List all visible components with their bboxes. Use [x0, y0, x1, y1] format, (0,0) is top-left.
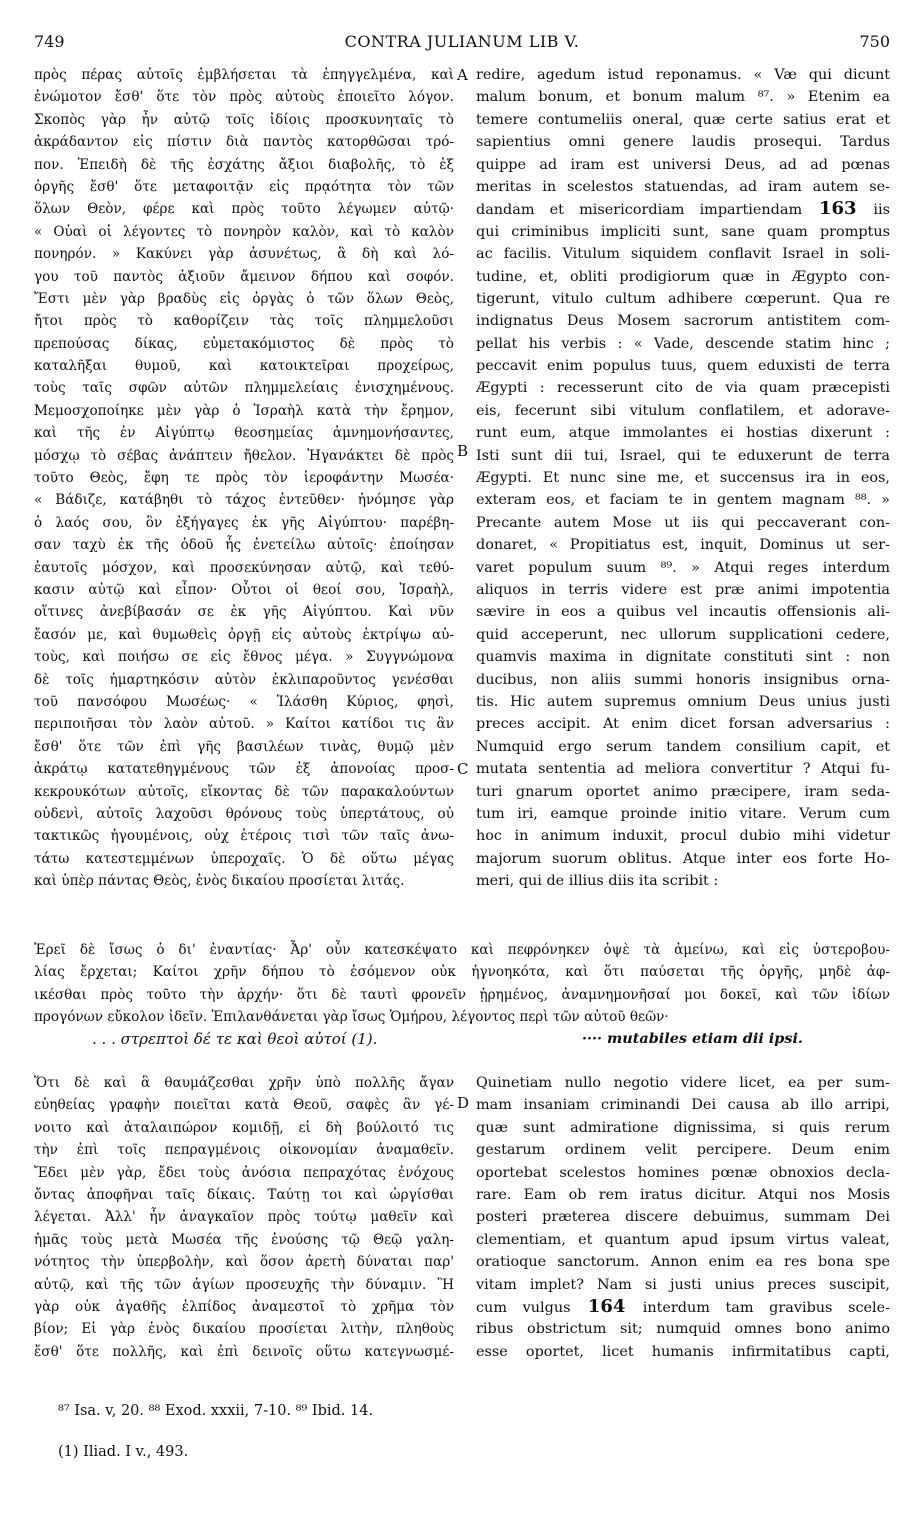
- latin-line: sævire in eos a quibus vel incautis offensionis ali-: [476, 604, 890, 621]
- homer-quote-latin: ···· mutabiles etiam dii ipsi.: [582, 1030, 803, 1047]
- greek-line: ἐνώμοτον ἔσθ' ὅτε τὸν πρὸς αὐτοὺς ἐποιεῖτο λόγον.: [34, 89, 454, 106]
- greek-line: οὐδενὶ, αὐτοῖς λαχοῦσι θρόνους τοὺς ὑπερτάτους, οὐ: [34, 805, 454, 822]
- latin-line: Ægypti : recesserunt cito de via quam præcepisti: [476, 380, 890, 397]
- latin-line: gestarum ordinem velit percipere. Deum enim: [476, 1142, 890, 1159]
- greek-line: τοῦ πανσόφου Μωσέως· « Ἱλάσθη Κύριος, φησὶ,: [34, 693, 454, 710]
- latin-line: qui criminibus impliciti sunt, sane quam promptus: [476, 223, 890, 240]
- latin-line: mutata sententia ad meliora convertitur ? Atqui fu-: [476, 761, 890, 778]
- latin-line: indignatus Deus Mosem sacrorum antistitem com-: [476, 313, 890, 330]
- greek-line: νοιτο καὶ ἀταλαιπώρον κομιδῇ, εἰ δὴ βούλοιτό τις: [34, 1119, 454, 1136]
- greek-line: ἔασόν με, καὶ θυμωθεὶς ὀργῇ εἰς αὐτοὺς ἐκτρίψω αὐ-: [34, 626, 454, 643]
- greek-line: νότητος τὴν ὑπερβολὴν, καὶ ὅσον ἀρετὴ δύναται παρ': [34, 1254, 454, 1271]
- homer-quote-greek: . . . στρεπτοὶ δέ τε καὶ θεοὶ αὐτοί (1).: [92, 1030, 378, 1048]
- latin-line: dandam et misericordiam impartiendam 163 iis: [476, 198, 890, 220]
- greek-line: καὶ ὑπὲρ πάντας Θεὸς, ἑνὸς δικαίου προσίεται λιτάς.: [34, 873, 405, 890]
- page-number-right: 750: [859, 32, 890, 51]
- latin-line: redire, agedum istud reponamus. « Væ qui dicunt: [476, 67, 890, 83]
- footnote-references: ⁸⁷ Isa. v, 20. ⁸⁸ Exod. xxxii, 7-10. ⁸⁹ Ibid. 14.: [58, 1403, 374, 1419]
- latin-line: Precante autem Mose ut iis qui peccaverant con-: [476, 514, 890, 531]
- greek-column-top: [34, 64, 454, 892]
- greek-line: τοὺς ταῖς σφῶν αὐτῶν πλημμελείαις ἐνισχημένους.: [34, 380, 454, 397]
- greek-line: τοῦτο Θεὸς, ἔφη τε πρὸς τὸν ἱεροφάντην Μωσέα·: [34, 470, 454, 487]
- greek-line: λίας ἔρχεται; Καίτοι χρῆν δήπου τὸ ἐσόμενον οὐκ ἠγνοηκότα, καὶ ὅτι παύσεται τῆς ὀργῆς, μηδὲ ἀφ-: [34, 964, 890, 981]
- greek-line: « Οὐαὶ οἱ λέγοντες τὸ πονηρὸν καλὸν, καὶ τὸ καλὸν: [34, 223, 454, 240]
- latin-line: majorum suorum oblitus. Atque inter eos forte Ho-: [476, 850, 890, 867]
- latin-line: ribus obstrictum sit; numquid omnes bono animo: [476, 1321, 890, 1338]
- latin-line: Ægypti. Et nunc sine me, et succensus ira in eos,: [476, 470, 890, 487]
- latin-line: ducibus, non aliis summi honoris insignibus orna-: [476, 671, 890, 688]
- latin-line: turi gnarum oportet animo præcipere, iram seda-: [476, 783, 890, 800]
- greek-line: καὶ τῆς ἐν Αἰγύπτῳ θεοσημείας ἀμνημονήσαντες,: [34, 425, 454, 442]
- greek-line: ἀκράτῳ κατατεθηγμένους τῶν ἐξ ἀπονοίας προσ-: [34, 761, 454, 778]
- latin-line-tail: interdum tam gravibus scele-: [642, 1299, 890, 1316]
- latin-line: oratioque sanctorum. Annon enim ea res bona spe: [476, 1254, 890, 1271]
- latin-line: Quinetiam nullo negotio videre licet, ea per sum-: [476, 1075, 890, 1091]
- latin-line: meri, qui de illius diis ita scribit :: [476, 873, 719, 890]
- latin-line: posteri præterea discere debuimus, summam Dei: [476, 1209, 890, 1226]
- greek-line: προγόνων εὔκολον ἰδεῖν. Ἐπιλανθάνεται γὰρ ἴσως Ὁμήρου, λέγοντος περὶ τῶν αὐτοῦ θεῶν·: [34, 1009, 669, 1026]
- greek-line: Ἔστι μὲν γὰρ βραδὺς εἰς ὀργὰς ὁ τῶν ὅλων Θεὸς,: [34, 290, 454, 307]
- latin-line: vitam implet? Nam si justi unius preces suscipit,: [476, 1276, 890, 1293]
- greek-line: αὐτῷ, καὶ τῆς τῶν ἁγίων προσευχῆς τὴν δύναμιν. Ἢ: [34, 1276, 454, 1293]
- greek-line: γὰρ οὐκ ἀγαθῆς ἐλπίδος ἀναμεστοῖ τὸ χρῆμα τὸν: [34, 1298, 454, 1315]
- greek-line: ἤτοι πρὸς τὸ καθορίζειν τὰς τοῖς πλημμελοῦσι: [34, 313, 454, 330]
- greek-line: λέγεται. Ἀλλ' ἦν ἀναγκαῖον πρὸς τούτῳ μαθεῖν καὶ: [34, 1209, 454, 1226]
- latin-line: exteram eos, et faciam te in gentem magnam ⁸⁸. »: [476, 492, 890, 509]
- greek-bottom-lines: [34, 1072, 454, 1363]
- greek-line: ἑαυτοῖς μόσχον, καὶ προσεκύνησαν αὐτῷ, καὶ τεθύ-: [34, 559, 454, 576]
- latin-column-bottom: [476, 1072, 890, 1363]
- greek-line: κασιν αὐτῷ καὶ εἶπον· Οὗτοι οἱ θεοί σου, Ἰσραὴλ,: [34, 581, 454, 598]
- greek-fullwidth-lines: [34, 939, 890, 1029]
- margin-letter-a: A: [457, 66, 468, 84]
- latin-line: esse oportet, licet humanis infirmitatibus capti,: [476, 1343, 890, 1360]
- latin-line: clementiam, et quantum apud ipsum virtus valeat,: [476, 1231, 890, 1248]
- greek-line: σαν ταχὺ ἐκ τῆς ὁδοῦ ἧς ἐνετείλω αὐτοῖς· ἐποίησαν: [34, 537, 454, 554]
- greek-line: Ἔδει μὲν γὰρ, ἔδει τοὺς ἀνόσια πεπραχότας ἐνόχους: [34, 1164, 454, 1181]
- inline-page-number-163: 163: [802, 198, 874, 220]
- latin-line: tis. Hic autem supremus omnium Deus unius justi: [476, 693, 890, 710]
- latin-line: mam insaniam criminandi Dei causa ab illo arripi,: [476, 1097, 890, 1114]
- latin-line: pellat his verbis : « Vade, descende statim hinc ;: [476, 335, 890, 352]
- greek-line: μόσχῳ τὸ σέβας ἀνάπτειν ἤθελον. Ἠγανάκτει δὲ πρὸς: [34, 447, 454, 464]
- latin-text-block: [476, 64, 890, 892]
- footnote-iliad: (1) Iliad. I v., 493.: [58, 1444, 189, 1460]
- running-title: CONTRA JULIANUM LIB V.: [344, 32, 580, 51]
- greek-line: βίον; Εἰ γὰρ ἑνὸς δικαίου προσίεται λιτὴν, πληθοὺς: [34, 1321, 454, 1338]
- latin-line: ac facilis. Vitulum siquidem conflavit Israel in soli-: [476, 246, 890, 263]
- latin-line: cum vulgus 164 interdum tam gravibus scele-: [476, 1295, 890, 1317]
- greek-column-bottom: [34, 1072, 454, 1363]
- greek-line: ἔσθ' ὅτε τῶν ἐπὶ γῆς βασιλέων τινὰς, θυμῷ μὲν: [34, 738, 454, 755]
- greek-line: τάτω κατεστεμμένων ὑπεροχαῖς. Ὁ δὲ οὕτω μέγας: [34, 850, 454, 867]
- latin-line: temere contumeliis oneral, quæ certe satius erat et: [476, 111, 890, 128]
- latin-line: varet populum suum ⁸⁹. » Atqui reges interdum: [476, 559, 890, 576]
- greek-line: Ἐρεῖ δὲ ἴσως ὁ δι' ἐναντίας· Ἆρ' οὖν κατεσκέψατο καὶ πεφρόνηκεν ὀψὲ τὰ ἀμείνω, καὶ εἰς ὑστεροβου-: [34, 942, 890, 958]
- latin-line: quæ sunt admiratione dignissima, si quis rerum: [476, 1119, 890, 1136]
- latin-line: Isti sunt dii tui, Israel, qui te eduxerunt de terra: [476, 447, 890, 464]
- latin-column-top: [476, 64, 890, 892]
- latin-line: malum bonum, et bonum malum ⁸⁷. » Etenim ea: [476, 89, 890, 106]
- greek-line: ικέσθαι πρὸς τοῦτο τὴν ἀρχήν· ὅτι δὲ ταυτὶ φρονεῖν ᾑρημένος, ἀναμνημονῆσαί μοι δοκεῖ, καὶ τῶν ἰδίων: [34, 986, 890, 1003]
- page-header: [34, 32, 890, 54]
- greek-line: καταλῆξαι θυμοῦ, καὶ κατοικτεῖραι προχείρως,: [34, 358, 454, 375]
- latin-line: quid acceperunt, nec ullorum supplicationi cedere,: [476, 626, 890, 643]
- latin-line: oportebat scelestos homines pœnæ obnoxios decla-: [476, 1164, 890, 1181]
- latin-line: tudine, et, obliti prodigiorum quæ in Ægypto con-: [476, 268, 890, 285]
- greek-line: ὅλων Θεὸν, φέρε καὶ πρὸς τοῦτο λέγωμεν αὐτῷ·: [34, 201, 454, 218]
- latin-line: peccavit enim populus tuus, quem eduxisti de terra: [476, 358, 890, 375]
- latin-line: aliquos in terris videre est præ animi impotentia: [476, 581, 890, 598]
- latin-line: quippe ad iram est universi Deus, ad ad pœnas: [476, 156, 890, 173]
- greek-line: Ὅτι δὲ καὶ ἃ θαυμάζεσθαι χρῆν ὑπὸ πολλῆς ἄγαν: [34, 1075, 454, 1091]
- margin-letter-d: D: [457, 1094, 470, 1112]
- greek-line: πρὸς πέρας αὐτοῖς ἐμβλήσεται τὰ ἐπηγγελμένα, καὶ: [34, 67, 454, 83]
- greek-line: οἵτινες ἀνεβίβασάν σε ἐκ γῆς Αἰγύπτου. Καὶ νῦν: [34, 604, 454, 621]
- latin-bottom-lines: [476, 1072, 890, 1363]
- latin-line: eis, fecerunt sibi vitulum conflatilem, et adorave-: [476, 402, 890, 419]
- greek-line: ἡμᾶς τοὺς μετὰ Μωσέα τῆς ἑνούσης τῷ Θεῷ γαλη-: [34, 1231, 454, 1248]
- latin-line: rare. Eam ob rem iratus dicitur. Atqui nos Mosis: [476, 1186, 890, 1203]
- latin-line: runt eum, atque immolantes ei hostias dixerunt :: [476, 425, 890, 442]
- greek-line: εὐηθείας γραφὴν ποιεῖται κατὰ Θεοῦ, σαφὲς ἂν γέ-: [34, 1097, 454, 1114]
- margin-letter-b: B: [457, 442, 469, 460]
- greek-text-block: [34, 64, 454, 892]
- latin-line: tigerunt, vitulo cultum adhibere cœperunt. Qua re: [476, 290, 890, 307]
- latin-line: quamvis maxima in dignitate constituti sint : non: [476, 649, 890, 666]
- greek-line: γου τοῦ παντὸς ἀξιοῦν ἄμεινον δήπου καὶ σοφόν.: [34, 268, 454, 285]
- margin-letter-c: C: [457, 760, 469, 778]
- greek-line: « Βάδιζε, κατάβηθι τὸ τάχος ἐντεῦθεν· ἠνόμησε γὰρ: [34, 492, 454, 509]
- greek-line: περιποιῆσαι τὸν λαὸν αὐτοῦ. » Καίτοι κατίδοι τις ἂν: [34, 716, 454, 733]
- greek-line: ἔσθ' ὅτε πολλῆς, καὶ ἐπὶ δεινοῖς οὕτω κατεγνωσμέ-: [34, 1343, 454, 1360]
- latin-line: Numquid ergo serum tandem consilium capit, et: [476, 738, 890, 755]
- inline-page-number-164: 164: [570, 1295, 643, 1317]
- greek-line: ἀκράδαντον εἰς πίστιν διὰ παντὸς κατορθῶσαι τρό-: [34, 134, 454, 151]
- latin-line: hoc in animum induxit, procul dubio mihi videtur: [476, 828, 890, 845]
- greek-fullwidth-block: [34, 939, 890, 1029]
- greek-line: πονηρόν. » Κακύνει γὰρ ἀσυνέτως, ἃ δὴ καὶ λό-: [34, 246, 454, 263]
- latin-line: donaret, « Propitiatus est, inquit, Dominus ut ser-: [476, 537, 890, 554]
- greek-line: Μεμοσχοποίηκε μὲν γὰρ ὁ Ἰσραὴλ κατὰ τὴν ἔρημον,: [34, 402, 454, 419]
- page-number-left: 749: [34, 32, 65, 51]
- greek-line: τὴν ἐπὶ τοῖς πεπραγμένοις οἰκονομίαν ἀναμαθεῖν.: [34, 1142, 454, 1159]
- greek-line: πρεπούσας δίκας, εὐμετακόμιστος δὲ πρὸς τὸ: [34, 335, 454, 352]
- latin-line: meritas in scelestos statuendas, ad iram autem se-: [476, 178, 890, 195]
- latin-line: sapientius omni genere laudis prosequi. Tardus: [476, 134, 890, 151]
- greek-line: πον. Ἐπειδὴ δὲ τῆς ἐσχάτης ἄξιοι διαβολῆς, τὸ ἐξ: [34, 156, 454, 173]
- greek-line: τοὺς, καὶ ποιήσω σε εἰς ἔθνος μέγα. » Συγγνώμονα: [34, 649, 454, 666]
- latin-line: preces accipit. At enim dicet forsan adversarius :: [476, 716, 890, 733]
- greek-line: ὁ λαός σου, ὃν ἐξήγαγες ἐκ γῆς Αἰγύπτου· παρέβη-: [34, 514, 454, 531]
- greek-line: τακτικῶς ἡγουμένοις, οὐχ ἑτέροις τισὶ τῶν ταῖς ἀνω-: [34, 828, 454, 845]
- latin-line: tum iri, eamque proinde initio vitare. Verum cum: [476, 805, 890, 822]
- greek-line: ὀργῆς ἔσθ' ὅτε μεταφοιτᾷν εἰς πρᾳότητα τὸν τῶν: [34, 178, 454, 195]
- greek-line: Σκοπὸς γὰρ ἦν αὐτῷ τοῖς ἰδίοις προσκυνηταῖς τὸ: [34, 111, 454, 128]
- greek-line: κεκρουκότων αὐτοῖς, εἴκοντας δὲ τῶν παρακαλούντων: [34, 783, 454, 800]
- latin-word: iis: [873, 202, 890, 219]
- greek-line: ὄντας ἀποφῆναι ταῖς δίκαις. Ταύτῃ τοι καὶ ὠργίσθαι: [34, 1186, 454, 1203]
- greek-line: δὲ τοῖς ἡμαρτηκόσιν αὐτὸν ἐκλιπαροῦντος γενέσθαι: [34, 671, 454, 688]
